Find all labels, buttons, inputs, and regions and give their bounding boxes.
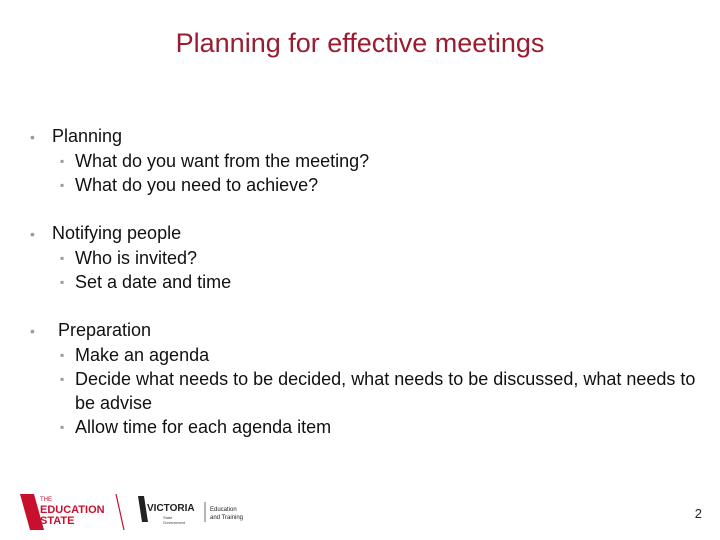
bullet-icon: • — [30, 226, 35, 242]
list-item: ▪ What do you want from the meeting? — [60, 151, 370, 171]
list-item: ▪ Set a date and time — [60, 272, 232, 292]
list-item: ▪ Decide what needs to be decided, what needs to be discussed, what needs to be advise — [60, 369, 696, 413]
square-bullet-icon: ▪ — [60, 275, 65, 289]
sub-list — [30, 149, 700, 197]
square-bullet-icon: ▪ — [60, 372, 65, 386]
sub-list — [30, 343, 700, 439]
logo-divider — [116, 494, 124, 530]
list-item: ▪ Who is invited? — [60, 248, 198, 268]
svg-text:EDUCATION: EDUCATION — [40, 504, 105, 516]
bullet-icon: • — [30, 323, 35, 339]
svg-text:VICTORIA: VICTORIA — [147, 503, 195, 514]
section-heading: Preparation — [58, 320, 152, 340]
list-item: ▪ Make an agenda — [60, 345, 210, 365]
footer-logos — [20, 492, 260, 532]
square-bullet-icon: ▪ — [60, 420, 65, 434]
section-heading: Notifying people — [52, 223, 182, 243]
section-heading: Planning — [52, 126, 123, 146]
square-bullet-icon: ▪ — [60, 178, 65, 192]
svg-text:State: State — [163, 515, 173, 520]
sub-list — [30, 246, 700, 294]
page-number: 2 — [694, 506, 702, 521]
svg-text:STATE: STATE — [40, 515, 75, 527]
slide-title: Planning for effective meetings — [175, 28, 545, 58]
square-bullet-icon: ▪ — [60, 154, 65, 168]
svg-text:THE: THE — [40, 497, 52, 503]
svg-text:Education: Education — [210, 507, 237, 513]
svg-text:and Training: and Training — [210, 515, 244, 521]
svg-text:Government: Government — [163, 520, 186, 525]
victoria-logo — [138, 496, 243, 525]
section-notifying — [30, 221, 700, 294]
list-item: ▪ Allow time for each agenda item — [60, 417, 332, 437]
slide-content — [30, 124, 700, 463]
list-item: ▪ What do you need to achieve? — [60, 175, 319, 195]
education-state-logo — [20, 494, 124, 530]
square-bullet-icon: ▪ — [60, 348, 65, 362]
section-planning — [30, 124, 700, 197]
square-bullet-icon: ▪ — [60, 251, 65, 265]
bullet-icon: • — [30, 129, 35, 145]
section-preparation — [30, 318, 700, 439]
